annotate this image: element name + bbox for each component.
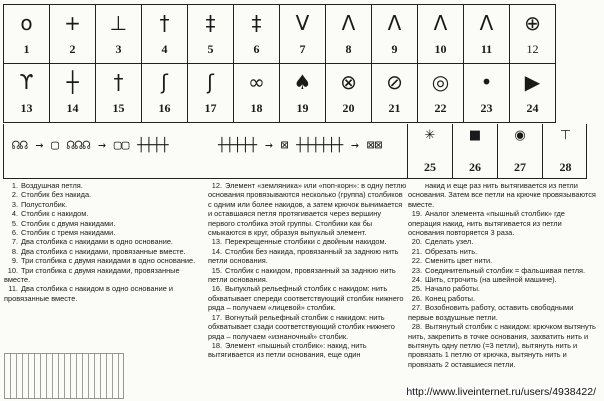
symbol-row-3 — [3, 124, 587, 179]
symbol-cell-17 — [188, 64, 234, 123]
stitch-16-icon: ʃ — [161, 70, 168, 94]
symbol-cell-4 — [142, 5, 188, 64]
stitch-18-icon: ∞ — [248, 70, 265, 94]
stitch-14-icon: ┼ — [66, 70, 79, 94]
stitch-19-icon: ♠ — [293, 70, 312, 94]
legend-item: 7. Два столбика с накидами в одно основание. — [11, 237, 173, 247]
symbol-number: 18 — [250, 101, 263, 115]
decrease-sequence-cell — [4, 124, 408, 179]
symbol-cell-9 — [372, 5, 418, 64]
legend-item: 1. Воздушная петля. — [11, 181, 83, 190]
legend-item: 14. Столбик без накида, провязанный за заднюю нить петли основания. — [208, 246, 399, 266]
symbol-number: 7 — [299, 42, 306, 56]
symbol-cell-1 — [4, 5, 50, 64]
start-icon: ✳ — [424, 128, 436, 143]
legend-item: 13. Перекрещенные столбики с двойным накидом. — [211, 237, 387, 247]
resume-icon: ◉ — [514, 128, 526, 143]
symbol-number: 9 — [391, 42, 398, 56]
stitch-12-icon: ⊕ — [524, 11, 541, 35]
legend-item: 6. Столбик с тремя накидами. — [11, 228, 116, 238]
symbol-cell-18 — [234, 64, 280, 123]
symbol-number: 13 — [20, 101, 33, 115]
symbol-number: 2 — [69, 42, 76, 56]
legend-item: 26. Конец работы. — [411, 293, 476, 303]
sequence-2: ┼┼┼┼┼ → ⊠ ┼┼┼┼┼┼ → ⊠⊠ — [218, 138, 383, 153]
stitch-6-icon: ‡ — [251, 11, 262, 35]
stitch-11-icon: Λ — [479, 11, 494, 35]
symbol-number: 3 — [115, 42, 122, 56]
legend-column-2 — [208, 181, 408, 360]
legend-item: 2. Столбик без накида. — [11, 190, 92, 200]
symbol-cell-12 — [510, 5, 556, 64]
stitch-9-icon: Λ — [387, 11, 402, 35]
symbol-number: 8 — [345, 42, 352, 56]
legend-item: 17. Вогнутый рельефный столбик с накидом: нить обхватывает сзади соответствующий столбик нижнего ряда – получаем «изнаночный» столбик. — [208, 312, 395, 341]
legend-item: 9. Три столбика с двумя накидами в одно основание. — [11, 256, 196, 266]
symbol-number: 15 — [112, 101, 125, 115]
symbol-number: 5 — [207, 42, 214, 56]
symbol-cell-24 — [510, 64, 556, 123]
elongated-stitch-icon: ⊤ — [559, 128, 572, 143]
symbol-cell-19 — [280, 64, 326, 123]
symbol-number: 6 — [253, 42, 260, 56]
symbol-cell-20 — [326, 64, 372, 123]
symbol-cell-6 — [234, 5, 280, 64]
stitch-8-icon: Λ — [341, 11, 356, 35]
symbol-number: 4 — [161, 42, 168, 56]
symbol-cell-22 — [418, 64, 464, 123]
symbol-cell-27: ◉ 27 — [498, 124, 543, 179]
symbol-cell-26: ■ 26 — [453, 124, 498, 179]
stitch-17-icon: ʃ — [207, 70, 214, 94]
legend-item: 28. Вытянутый столбик с накидом: крючком вытянуть нить, закрепить в точке основания, захватить нить и вытянуть одну петлю (=3 петли), вытянуть нить и провязать 1 петлю от крючка, вытянуть нить и провязать 2 оставшиеся петли. — [408, 322, 596, 369]
symbol-cell-15 — [96, 64, 142, 123]
legend-item: 5. Столбик с двумя накидами. — [11, 218, 116, 228]
symbol-number: 16 — [158, 101, 171, 115]
legend-item: 27. Возобновить работу, оставить свободными первые воздушные петли. — [408, 303, 574, 322]
stitch-5-icon: ‡ — [205, 11, 216, 35]
watermark: http://www.liveinternet.ru/users/4938422/ — [406, 386, 596, 398]
symbol-number: 1 — [23, 42, 30, 56]
stitch-23-icon: • — [480, 70, 493, 94]
legend-item: 20. Сделать узел. — [411, 237, 474, 247]
sequence-1: ☊☊ → ▢ ☊☊☊ → ▢▢ ┼┼┼┼ — [12, 138, 169, 153]
symbol-cell-3 — [96, 5, 142, 64]
stitch-20-icon: ⊗ — [340, 70, 357, 94]
symbol-cell-11 — [464, 5, 510, 64]
stitch-7-icon: V — [295, 11, 310, 35]
symbol-cell-16 — [142, 64, 188, 123]
stitch-3-icon: ⊥ — [109, 11, 128, 35]
symbol-number: 14 — [66, 101, 79, 115]
symbol-cell-8 — [326, 5, 372, 64]
symbol-number: 19 — [296, 101, 309, 115]
symbol-cell-28: ⊤ 28 — [543, 124, 588, 179]
legend-column-3 — [408, 181, 596, 369]
symbol-cell-21 — [372, 64, 418, 123]
legend-item: 8. Два столбика с накидами, провязанные вместе. — [11, 246, 186, 256]
symbol-number: 24 — [526, 101, 539, 115]
mini-crochet-chart — [4, 353, 124, 399]
end-icon: ■ — [468, 128, 482, 143]
symbol-cell-5 — [188, 5, 234, 64]
symbol-cell-23 — [464, 64, 510, 123]
stitch-2-icon: + — [64, 11, 81, 35]
legend-item: 19. Аналог элемента «пышный столбик» где операция накид, нить вытягивается из петли основания повторяется 3 раза. — [408, 209, 565, 238]
stitch-21-icon: ⊘ — [386, 70, 403, 94]
stitch-24-icon: ▶ — [524, 70, 541, 94]
stitch-4-icon: † — [159, 11, 170, 35]
symbol-cell-25: ✳ 25 — [408, 124, 453, 179]
symbol-number: 20 — [342, 101, 355, 115]
legend-item: 11. Два столбика с накидом в одно основание и провязанные вместе. — [4, 284, 173, 303]
symbol-number: 23 — [480, 101, 493, 115]
symbol-cell-2 — [50, 5, 96, 64]
symbol-number: 17 — [204, 101, 217, 115]
symbol-cell-13 — [4, 64, 50, 123]
legend-item: 3. Полустолбик. — [11, 199, 68, 209]
legend-item: 23. Соединительный столбик = фальшивая петля. — [411, 265, 586, 275]
symbol-grid — [3, 4, 556, 123]
symbol-cell-14 — [50, 64, 96, 123]
legend-item: 18. Элемент «пышный столбик»: накид, нить вытягивается из петли основания, еще один — [208, 340, 367, 360]
symbol-number: 21 — [388, 101, 401, 115]
legend-item: 21. Обрезать нить. — [411, 246, 478, 256]
legend-column-1 — [4, 181, 204, 303]
symbol-number: 12 — [526, 42, 539, 56]
stitch-1-icon: o — [20, 11, 33, 35]
symbol-number: 10 — [434, 42, 447, 56]
legend-item: 4. Столбик с накидом. — [11, 209, 89, 219]
legend-item: 25. Начало работы. — [411, 284, 480, 294]
symbol-number: 11 — [480, 42, 493, 56]
stitch-15-icon: † — [113, 70, 124, 94]
legend-item: 16. Выпуклый рельефный столбик с накидом: нить обхватывает спереди соответствующий столбик нижнего ряда – получаем «лицевой» столбик. — [208, 284, 404, 313]
legend-item: 15. Столбик с накидом, провязанный за заднюю нить петли основания. — [208, 265, 396, 285]
stitch-13-icon: ϒ — [19, 70, 34, 94]
legend-item: 10. Три столбика с двумя накидами, провязанные вместе. — [4, 265, 180, 285]
legend-item: накид и еще раз нить вытягивается из петли основания. Затем все петли на крючке провязываются вместе. — [408, 181, 596, 209]
legend-item: 22. Сменить цвет нити. — [411, 256, 493, 266]
symbol-number: 22 — [434, 101, 447, 115]
legend-item: 12. Элемент «земляника» или «поп-корн»: в одну петлю основания провязываются несколько (группа) столбиков с одним или более накидов, а затем крючок вынимается и оставшаяся петля протягивается через вершину первого столбика этой группы. Столбики как бы смыкаются в круг, образуя выпуклый элемент. — [208, 181, 407, 238]
stitch-22-icon: ◎ — [431, 70, 450, 94]
symbol-cell-7 — [280, 5, 326, 64]
legend-item: 24. Шить, строчить (на швейной машине). — [411, 275, 557, 285]
stitch-10-icon: Λ — [433, 11, 448, 35]
symbol-cell-10 — [418, 5, 464, 64]
